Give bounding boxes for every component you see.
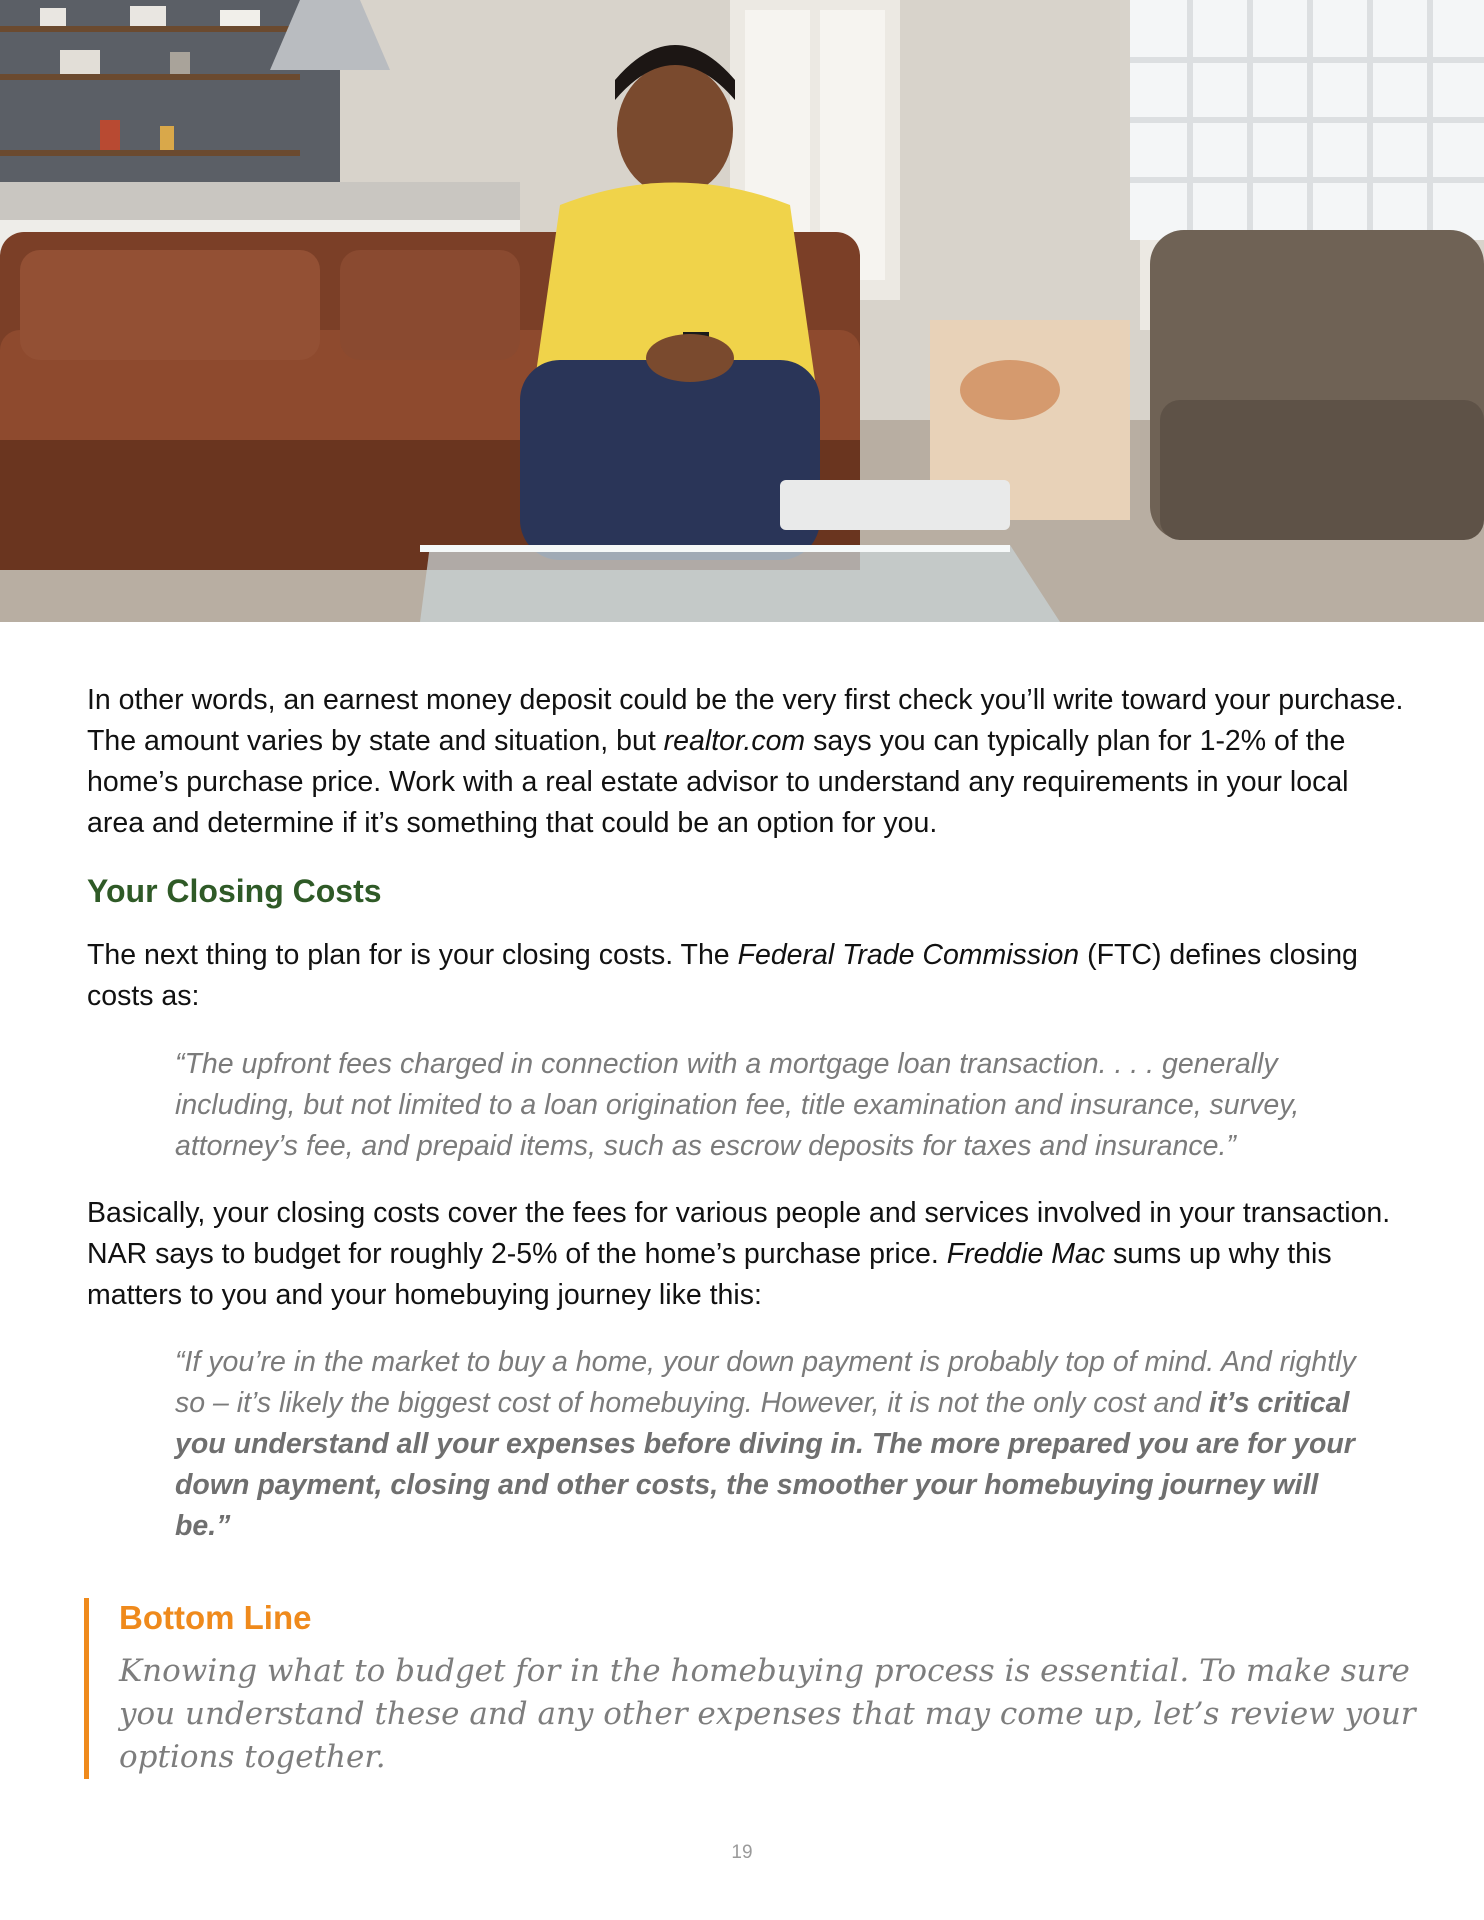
- source-ftc: Federal Trade Commission: [737, 939, 1080, 971]
- paragraph-closing-costs: [87, 935, 1407, 1017]
- paragraph-text: In other words, an earnest money deposit could be the very first check you’ll write toward your purchase. The amount varies by state and situation, but: [87, 684, 1404, 757]
- quote-text: “If you’re in the market to buy a home, your down payment is probably top of mind. And rightly so – it’s likely the biggest cost of homebuying. However, it is not the only cost and: [175, 1346, 1356, 1419]
- page-number: 19: [731, 1842, 753, 1863]
- paragraph-earnest-money: [87, 680, 1407, 844]
- bottom-line-text: Knowing what to budget for in the homebuying process is essential. To make sure you understand these and any other expenses that may come up, let’s review your options together.: [119, 1653, 1416, 1775]
- quote-freddie-mac: [87, 1342, 1407, 1547]
- source-realtor-link: realtor.com: [663, 725, 806, 757]
- quote-emphasis: it’s critical you understand all your expenses before diving in. The more prepared you are for your down payment, closing and other costs, the smoother your homebuying journey will be.”: [175, 1387, 1355, 1542]
- paragraph-text: (FTC) defines closing costs as:: [87, 939, 1358, 1012]
- paragraph-nar-budget: [87, 1193, 1407, 1316]
- hero-photo: [0, 0, 1484, 622]
- paragraph-text: Basically, your closing costs cover the fees for various people and services involved in your transaction. NAR says to budget for roughly 2-5% of the home’s purchase price.: [87, 1197, 1391, 1270]
- photo-living-room-icon: [0, 0, 1484, 622]
- paragraph-text: says you can typically plan for 1-2% of the home’s purchase price. Work with a real estate advisor to understand any requirements in your local area and determine if it’s something that could be an option for you.: [87, 725, 1349, 839]
- paragraph-text: sums up why this matters to you and your homebuying journey like this:: [87, 1238, 1332, 1311]
- bottom-line-title: Bottom Line: [119, 1599, 312, 1636]
- source-freddie-mac: Freddie Mac: [946, 1238, 1106, 1270]
- paragraph-text: The next thing to plan for is your closing costs. The: [87, 939, 738, 971]
- section-title-closing-costs: Your Closing Costs: [87, 873, 382, 909]
- article-body: [87, 680, 1407, 1547]
- bottom-line-callout: [84, 1598, 1449, 1779]
- quote-ftc-definition: “The upfront fees charged in connection with a mortgage loan transaction. . . . generally including, but not limited to a loan origination fee, title examination and insurance, survey, attorney’s fee, and prepaid items, such as escrow deposits for taxes and insurance.”: [175, 1048, 1300, 1162]
